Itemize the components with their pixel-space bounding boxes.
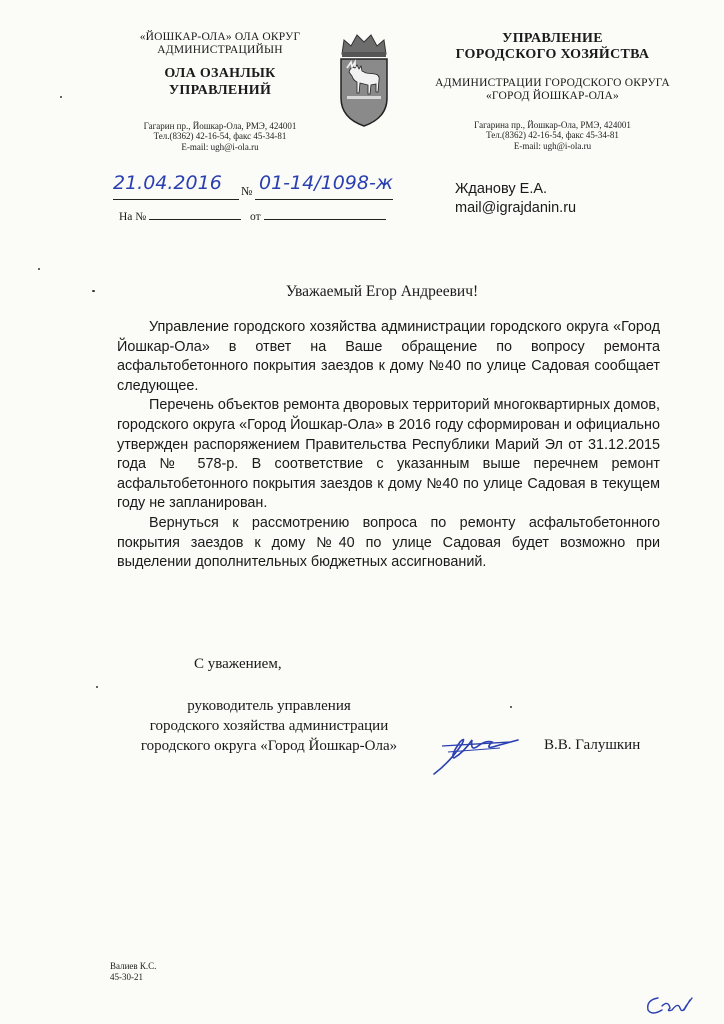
body-paragraph-3: Вернуться к рассмотрению вопроса по ремонту асфальтобетонного покрытия заездов к дому №40 по улице Садовая будет возможно при выделении дополнительных бюджетных ассигнований. xyxy=(117,514,660,571)
header-left-address: Гагарин пр., Йошкар-Ола, РМЭ, 424001 xyxy=(143,120,297,131)
header-right-title1: УПРАВЛЕНИЕ xyxy=(502,31,603,46)
moose-coat-of-arms-icon xyxy=(335,32,393,128)
header-left xyxy=(100,31,340,153)
header-right-phone: Тел.(8362) 42-16-54, факс 45-34-81 xyxy=(486,130,619,141)
header-right-email: E-mail: ugh@i-ola.ru xyxy=(513,141,592,152)
header-left-email: E-mail: ugh@i-ola.ru xyxy=(181,142,259,153)
letter-body xyxy=(117,318,660,573)
handwritten-initials-icon xyxy=(640,988,700,1018)
handwritten-signature-icon xyxy=(420,722,535,780)
closing: С уважением, xyxy=(194,656,282,672)
executor-phone: 45-30-21 xyxy=(110,972,143,983)
executor-name: Валиев К.С. xyxy=(110,961,157,971)
header-right-address: Гагарина пр., Йошкар-Ола, РМЭ, 424001 xyxy=(474,119,631,130)
signatory-line1: руководитель управления xyxy=(187,698,351,714)
body-paragraph-1: Управление городского хозяйства администрации городского округа «Город Йошкар-Ола» в ответ на Ваше обращение по вопросу ремонта асфальтобетонного покрытия заездов к дому №40 по улице Садовая сообщает следующее. xyxy=(117,319,660,394)
signatory-line3: городского округа «Город Йошкар-Ола» xyxy=(140,738,398,754)
executor-info xyxy=(110,961,156,984)
reply-date-blank[interactable] xyxy=(264,208,386,220)
reference-date: 21.04.2016 xyxy=(113,172,222,194)
header-right xyxy=(425,31,680,152)
reply-date-label: от xyxy=(250,211,261,223)
signatory-line2: городского хозяйства администрации xyxy=(149,718,389,734)
reference-number-sign: № xyxy=(241,184,253,198)
header-right-line1: АДМИНИСТРАЦИИ ГОРОДСКОГО ОКРУГА xyxy=(435,77,670,90)
header-left-phone: Тел.(8362) 42-16-54, факс 45-34-81 xyxy=(153,131,287,142)
header-left-line2: АДМИНИСТРАЦИЙЫН xyxy=(157,44,283,57)
addressee-name: Жданову Е.А. xyxy=(455,181,548,197)
addressee xyxy=(455,180,576,217)
addressee-email[interactable]: mail@igrajdanin.ru xyxy=(455,199,577,216)
reply-reference-line xyxy=(119,208,386,223)
body-paragraph-2: Перечень объектов ремонта дворовых территорий многоквартирных домов, городского округа «Город Йошкар-Ола» в 2016 году сформирован и официально утвержден распоряжением Правительства Республики Марий Эл от 31.12.2015 года № 578-р. В соответствие с указанным выше перечнем ремонт асфальтобетонного покрытия заездов к дому №40 по улице Садовая в текущем году не запланирован. xyxy=(117,397,660,512)
header-right-title2: ГОРОДСКОГО ХОЗЯЙСТВА xyxy=(455,47,650,63)
signatory-title xyxy=(120,696,418,756)
header-left-title1: ОЛА ОЗАНЛЫК xyxy=(164,66,276,82)
signatory-name: В.В. Галушкин xyxy=(544,737,641,753)
salutation: Уважаемый Егор Андреевич! xyxy=(285,283,479,300)
reference-number: 01-14/1098-ж xyxy=(259,172,393,194)
header-right-line2: «ГОРОД ЙОШКАР-ОЛА» xyxy=(485,90,619,103)
reply-number-blank[interactable] xyxy=(149,208,241,220)
reply-number-label: На № xyxy=(119,211,147,223)
header-left-line1: «ЙОШКАР-ОЛА» ОЛА ОКРУГ xyxy=(139,31,301,43)
header-left-title2: УПРАВЛЕНИЙ xyxy=(168,82,272,98)
reference-date-line xyxy=(113,172,393,200)
